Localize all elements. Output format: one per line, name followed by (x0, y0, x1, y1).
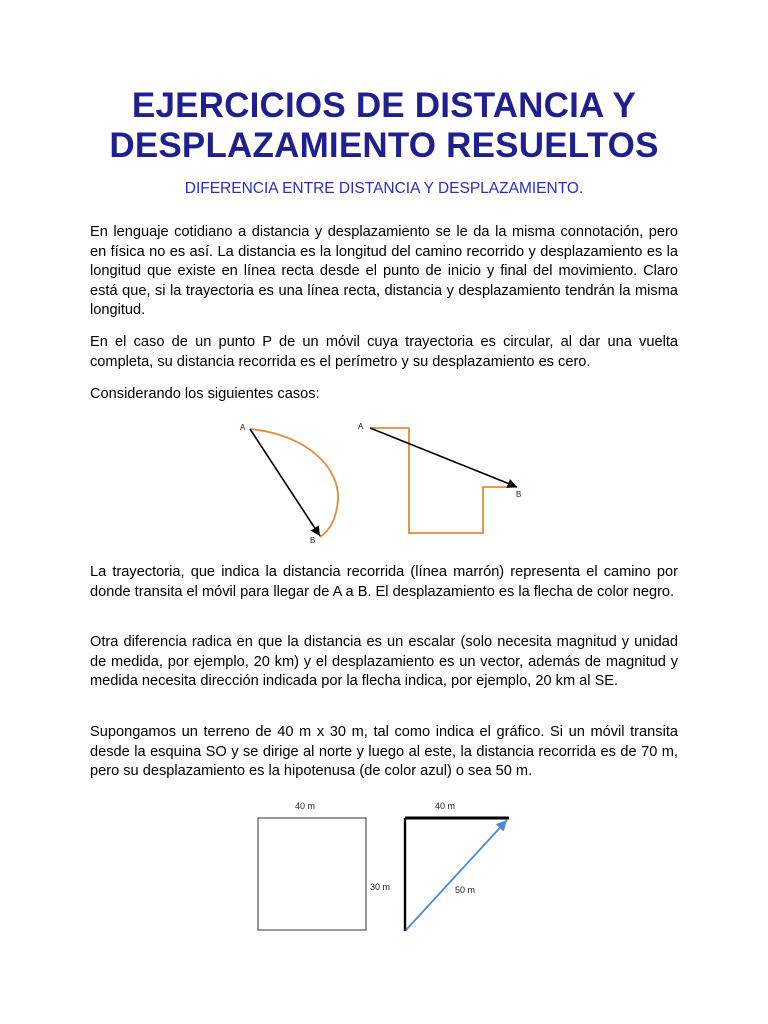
trajectory-figure (230, 415, 530, 550)
curved-trajectory (250, 429, 338, 537)
point-b-label-1: B (310, 536, 316, 545)
displacement-arrow-1 (250, 429, 320, 536)
terrain-figure (245, 795, 535, 940)
point-a-label-1: A (240, 423, 246, 432)
square-side-label: 30 m (370, 882, 391, 892)
displacement-arrow-2 (370, 428, 517, 487)
page-title (0, 86, 768, 166)
point-a-label-2: A (358, 422, 364, 431)
case-curved-path (240, 423, 338, 545)
case-stepped-path (358, 422, 521, 533)
paragraph-circular: En el caso de un punto P de un móvil cuya trayectoria es circular, al dar una vuelta completa, su distancia recorrida es el perímetro y su desplazamiento es cero. (90, 334, 678, 370)
point-b-label-2: B (516, 490, 522, 499)
square-outline (258, 818, 366, 930)
page-title-line-1: EJERCICIOS DE DISTANCIA Y (131, 86, 637, 125)
stepped-trajectory (370, 428, 517, 533)
paragraph-definition: En lenguaje cotidiano a distancia y desplazamiento se le da la misma connotación, pero en física no es así. La distancia es la longitud del camino recorrido y desplazamiento es la longitud que existe en línea recta desde el punto de inicio y final del movimiento. Claro está que, si la trayectoria es una línea recta, distancia y desplazamiento tendrán la misma longitud. (90, 224, 678, 318)
triangle-top-label: 40 m (435, 801, 456, 811)
paragraph-scalar-vector: Otra diferencia radica en que la distancia es un escalar (solo necesita magnitud y unidad de medida, por ejemplo, 20 km) y el desplazamiento es un vector, además de magnitud y medida necesita dirección indicada por la flecha indica, por ejemplo, 20 km al SE. (90, 634, 678, 689)
hypotenuse-label: 50 m (455, 885, 476, 895)
terrain-square (258, 801, 390, 930)
hypotenuse-arrow (406, 820, 507, 930)
paragraph-terrain: Supongamos un terreno de 40 m x 30 m, tal como indica el gráfico. Si un móvil transita desde la esquina SO y se dirige al norte y luego al este, la distancia recorrida es de 70 m, pero su desplazamiento es la hipotenusa (de color azul) o sea 50 m. (90, 724, 678, 779)
terrain-triangle (405, 801, 509, 931)
paragraph-cases-intro: Considerando los siguientes casos: (90, 386, 320, 402)
square-top-label: 40 m (295, 801, 316, 811)
page-title-line-2: DESPLAZAMIENTO RESUELTOS (109, 126, 659, 165)
section-subtitle: DIFERENCIA ENTRE DISTANCIA Y DESPLAZAMIENTO. (184, 180, 584, 197)
paragraph-trajectory: La trayectoria, que indica la distancia recorrida (línea marrón) representa el camino por donde transita el móvil para llegar de A a B. El desplazamiento es la flecha de color negro. (90, 564, 678, 600)
